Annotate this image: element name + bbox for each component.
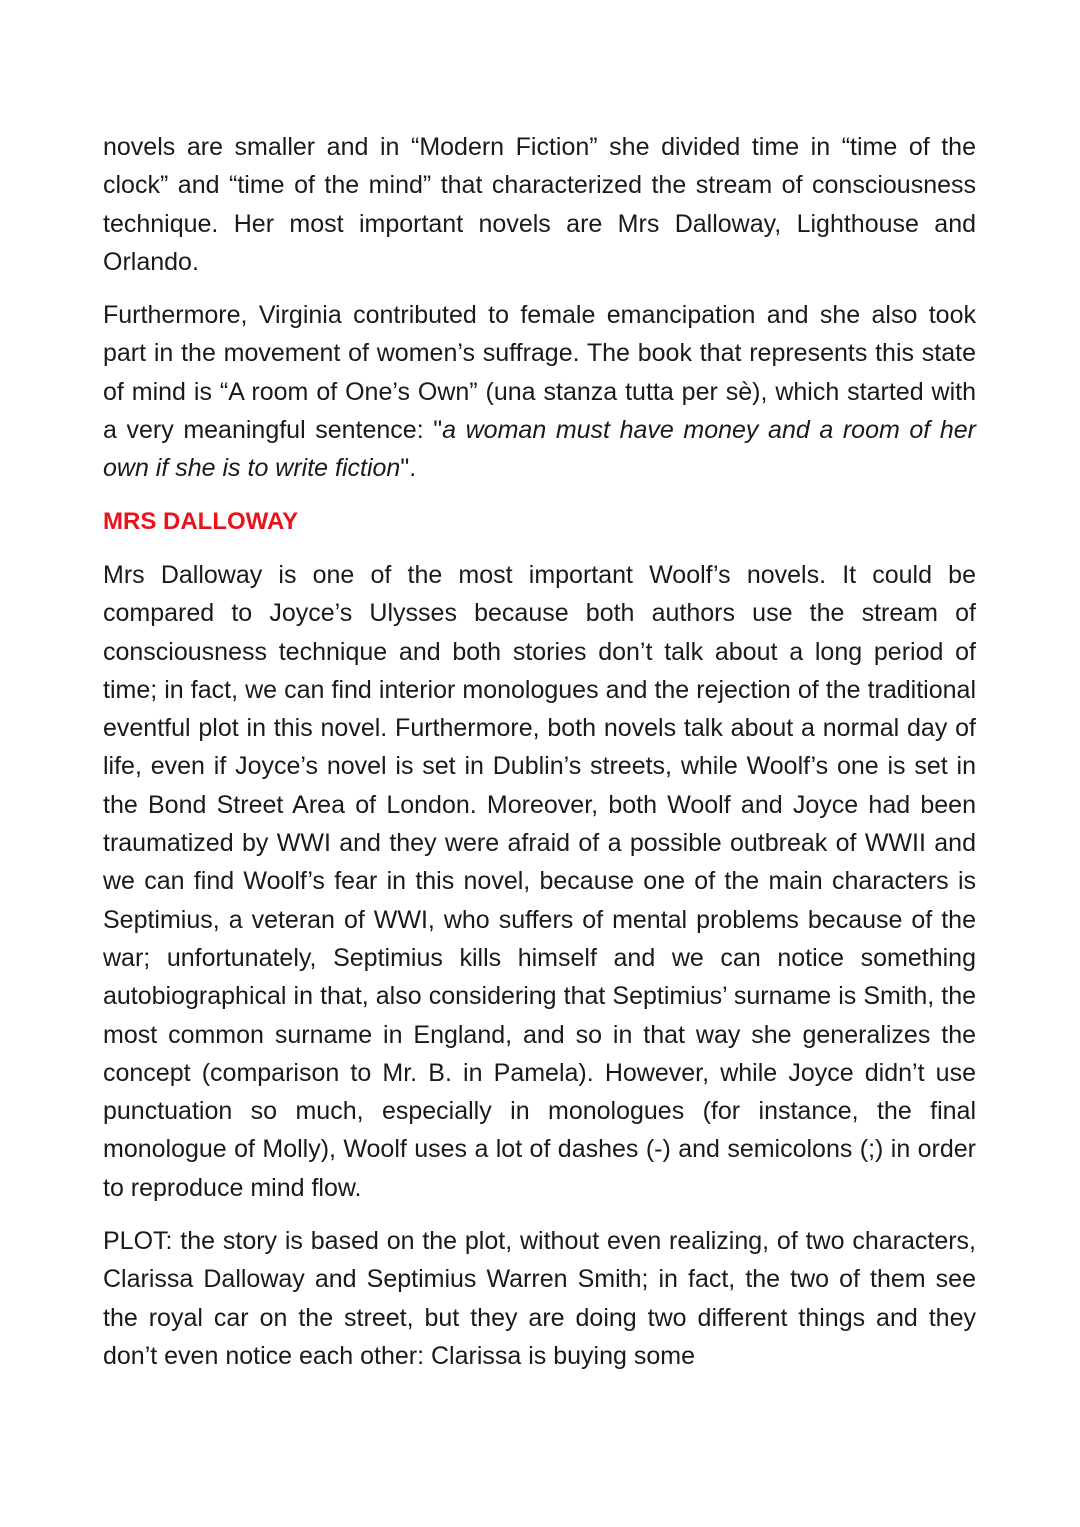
italic-quote: a woman must have money and a room of her own if she is to write fiction (103, 416, 976, 483)
paragraph-mrs-dalloway: Mrs Dalloway is one of the most important Woolf’s novels. It could be compared to Joyce’s Ulysses because both authors use the stream of consciousness technique and both stories don’t talk about a long period of time; in fact, we can find interior monologues and the rejection of the traditional eventful plot in this novel. Furthermore, both novels talk about a normal day of life, even if Joyce’s novel is set in Dublin’s streets, while Woolf’s one is set in the Bond Street Area of London. Moreover, both Woolf and Joyce had been traumatized by WWI and they were afraid of a possible outbreak of WWII and we can find Woolf’s fear in this novel, because one of the main characters is Septimius, a veteran of WWI, who suffers of mental problems because of the war; unfortunately, Septimius kills himself and we can notice something autobiographical in that, also considering that Septimius’ surname is Smith, the most common surname in England, and so in that way she generalizes the concept (comparison to Mr. B. in Pamela). However, while Joyce didn’t use punctuation so much, especially in monologues (for instance, the final monologue of Molly), Woolf uses a lot of dashes (-) and semicolons (;) in order to reproduce mind flow. (103, 560, 976, 1202)
paragraph-plot: PLOT: the story is based on the plot, without even realizing, of two characters, Clarissa Dalloway and Septimius Warren Smith; in fact, the two of them see the royal car on the street, but they are doing two different things and they don’t even notice each other: Clarissa is buying some (103, 1227, 976, 1370)
document-page (103, 128, 976, 1375)
paragraph-room-of-ones-own (103, 296, 976, 487)
paragraph-text: Furthermore, Virginia contributed to female emancipation and she also took part in the movement of women’s suffrage. The book that represents this state of mind is “A room of One’s Own” (una stanza tutta per sè), which started with a very meaningful sentence: " (103, 301, 976, 445)
paragraph-modern-fiction: novels are smaller and in “Modern Fiction” she divided time in “time of the clock” and “time of the mind” that characterized the stream of consciousness technique. Her most important novels are Mrs Dalloway, Lighthouse and Orlando. (103, 133, 976, 276)
section-heading: MRS DALLOWAY (103, 507, 299, 535)
paragraph-text-end: ". (400, 454, 417, 483)
